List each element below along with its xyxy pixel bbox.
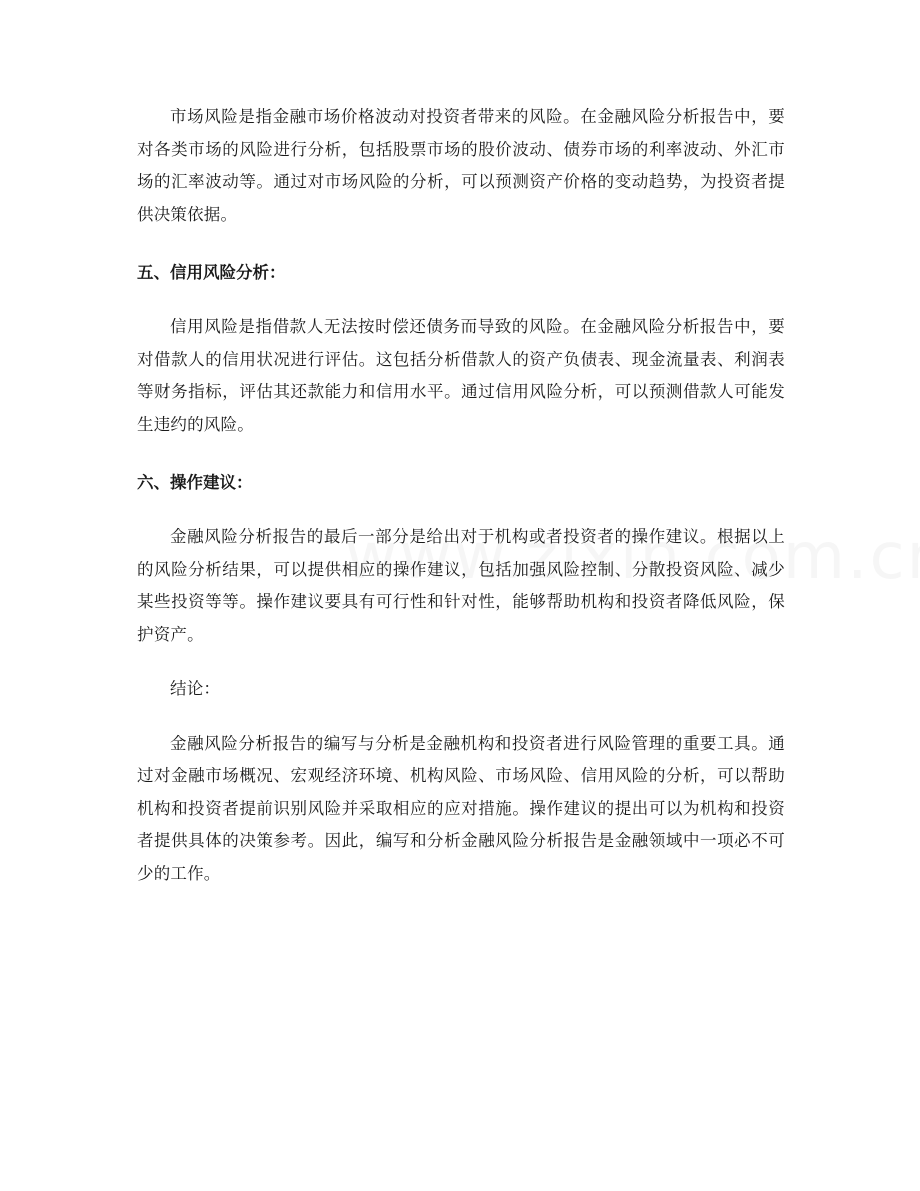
credit-risk-heading: 五、信用风险分析：	[137, 263, 286, 282]
operation-advice-paragraph: 金融风险分析报告的最后一部分是给出对于机构或者投资者的操作建议。根据以上的风险分析结果，可以提供相应的操作建议，包括加强风险控制、分散投资风险、减少某些投资等等。操作建议要具有可行性和针对性，能够帮助机构和投资者降低风险，保护资产。	[137, 527, 785, 644]
operation-advice-heading: 六、操作建议：	[137, 473, 253, 492]
spacer	[137, 441, 785, 467]
document-body	[137, 101, 785, 890]
spacer	[137, 706, 785, 728]
spacer	[137, 231, 785, 257]
credit-risk-paragraph: 信用风险是指借款人无法按时偿还债务而导致的风险。在金融风险分析报告中，要对借款人的信用状况进行评估。这包括分析借款人的资产负债表、现金流量表、利润表等财务指标，评估其还款能力和信用水平。通过信用风险分析，可以预测借款人可能发生违约的风险。	[137, 317, 785, 434]
spacer	[137, 289, 785, 311]
market-risk-paragraph: 市场风险是指金融市场价格波动对投资者带来的风险。在金融风险分析报告中，要对各类市场的风险进行分析，包括股票市场的股价波动、债券市场的利率波动、外汇市场的汇率波动等。通过对市场风险的分析，可以预测资产价格的变动趋势，为投资者提供决策依据。	[137, 107, 785, 224]
spacer	[137, 651, 785, 673]
spacer	[137, 499, 785, 521]
conclusion-label: 结论：	[170, 679, 221, 698]
conclusion-paragraph: 金融风险分析报告的编写与分析是金融机构和投资者进行风险管理的重要工具。通过对金融市场概况、宏观经济环境、机构风险、市场风险、信用风险的分析，可以帮助机构和投资者提前识别风险并采取相应的应对措施。操作建议的提出可以为机构和投资者提供具体的决策参考。因此，编写和分析金融风险分析报告是金融领域中一项必不可少的工作。	[137, 733, 785, 883]
